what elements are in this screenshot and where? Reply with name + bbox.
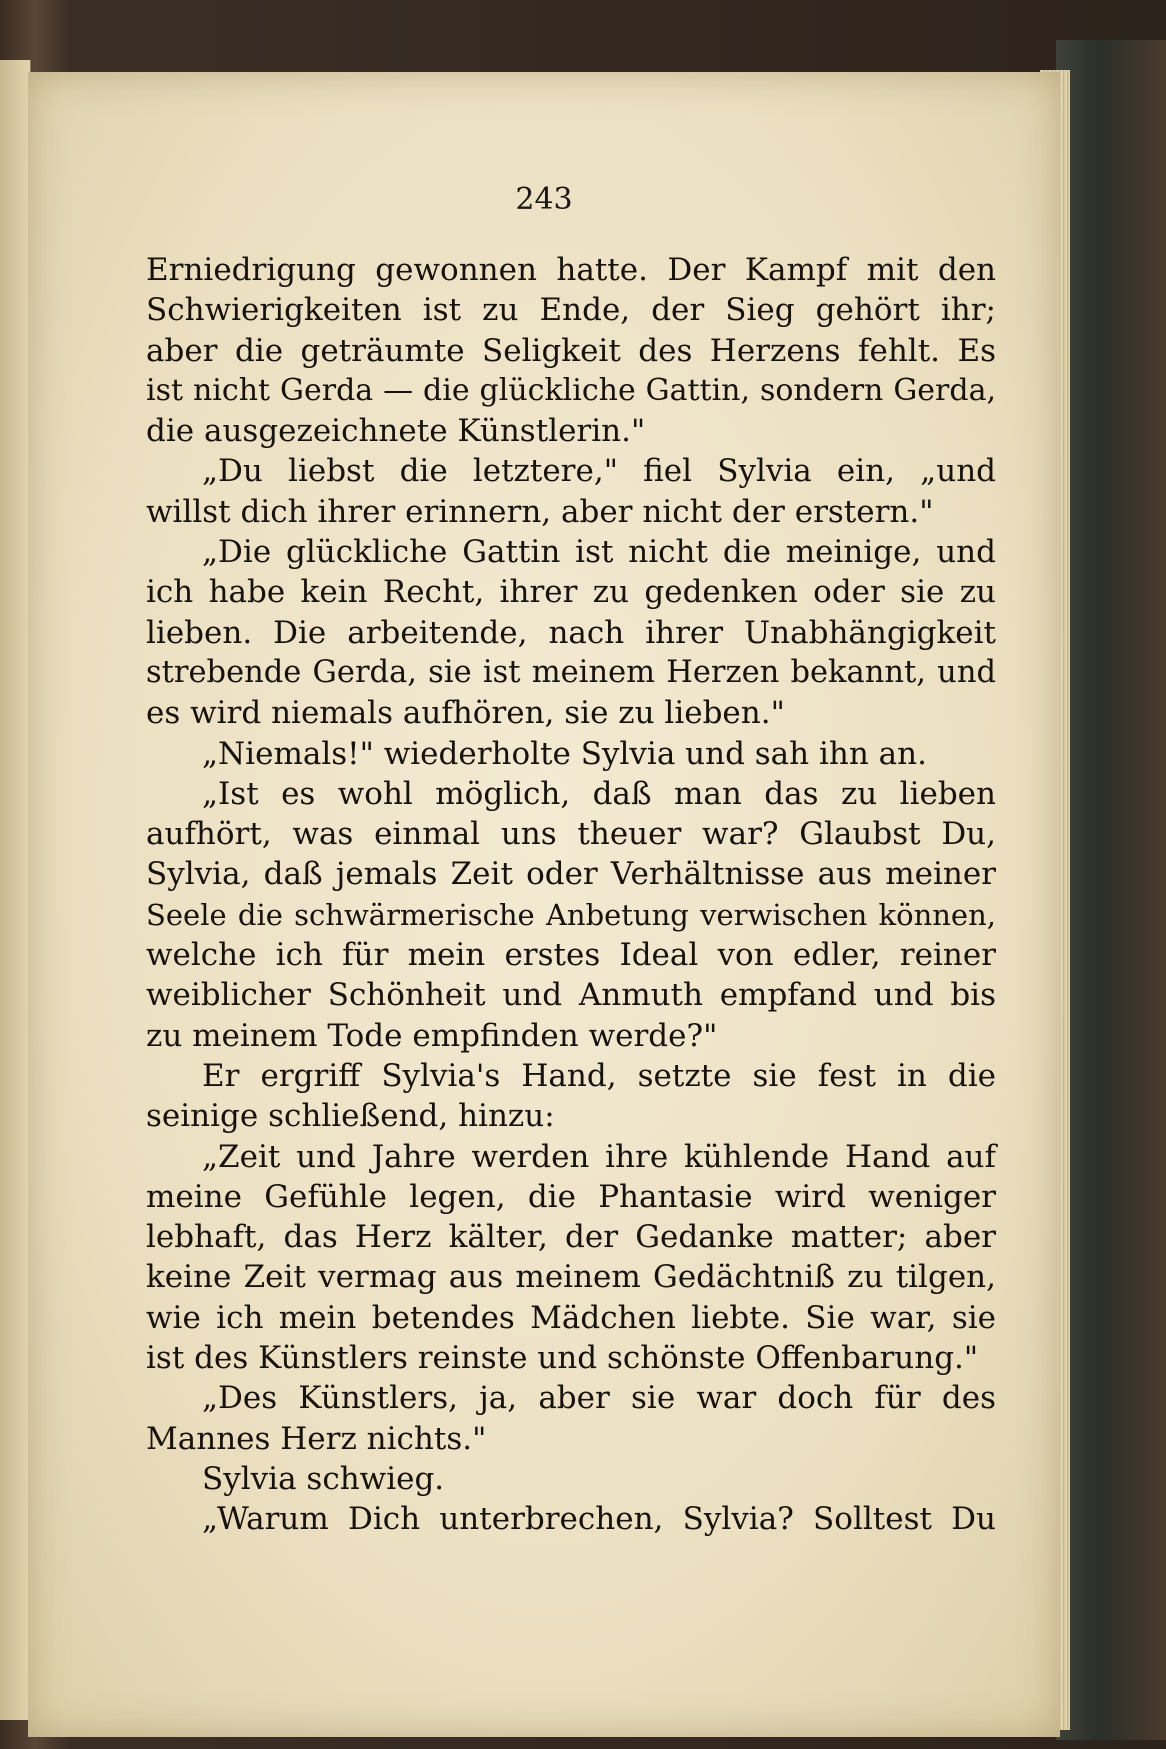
text-line: Sylvia, daß jemals Zeit oder Verhältnisse aus meiner xyxy=(146,856,996,893)
text-line: „Niemals!" wiederholte Sylvia und sah ihn an. xyxy=(202,735,927,772)
text-line: „Ist es wohl möglich, daß man das zu lieben xyxy=(202,775,996,812)
text-line: meine Gefühle legen, die Phantasie wird weniger xyxy=(146,1178,996,1215)
text-line: aber die geträumte Seligkeit des Herzens fehlt. Es xyxy=(146,332,996,369)
text-line: „Zeit und Jahre werden ihre kühlende Hand auf xyxy=(202,1138,996,1175)
text-line: „Die glückliche Gattin ist nicht die meinige, und xyxy=(202,534,996,571)
text-line: lebhaft, das Herz kälter, der Gedanke matter; aber xyxy=(146,1219,996,1256)
text-line: Sylvia schwieg. xyxy=(202,1460,445,1497)
text-line: strebende Gerda, sie ist meinem Herzen bekannt, und xyxy=(146,654,996,690)
text-line: Schwierigkeiten ist zu Ende, der Sieg gehört ihr; xyxy=(146,292,996,329)
text-line: Erniedrigung gewonnen hatte. Der Kampf mit den xyxy=(146,252,996,288)
text-line: keine Zeit vermag aus meinem Gedächtniß zu tilgen, xyxy=(146,1259,996,1296)
page-number: 243 xyxy=(515,182,573,217)
facing-page-edge xyxy=(0,60,31,1720)
text-line: Er ergriff Sylvia's Hand, setzte sie fest in die xyxy=(202,1057,996,1094)
text-line: weiblicher Schönheit und Anmuth empfand und bis xyxy=(146,977,996,1014)
text-line: ist des Künstlers reinste und schönste Offenbarung." xyxy=(146,1340,979,1377)
text-line: „Warum Dich unterbrechen, Sylvia? Solltest Du xyxy=(202,1501,996,1538)
text-line: welche ich für mein erstes Ideal von edler, reiner xyxy=(146,937,996,974)
text-line: wie ich mein betendes Mädchen liebte. Sie war, sie xyxy=(146,1299,996,1336)
text-line: „Du liebst die letztere," fiel Sylvia ein, „und xyxy=(202,453,996,490)
text-line: die ausgezeichnete Künstlerin." xyxy=(146,413,646,450)
text-line: Seele die schwärmerische Anbetung verwischen können, xyxy=(146,897,996,932)
body-text xyxy=(146,250,996,1540)
text-line: seinige schließend, hinzu: xyxy=(146,1098,555,1135)
text-line: „Des Künstlers, ja, aber sie war doch für des xyxy=(202,1380,996,1417)
book-page xyxy=(28,72,1060,1737)
text-line: willst dich ihrer erinnern, aber nicht der erstern." xyxy=(146,493,934,530)
text-line: lieben. Die arbeitende, nach ihrer Unabhängigkeit xyxy=(146,614,996,651)
text-line: zu meinem Tode empfinden werde?" xyxy=(146,1017,718,1054)
text-line: ist nicht Gerda — die glückliche Gattin, sondern Gerda, xyxy=(146,372,996,408)
text-line: aufhört, was einmal uns theuer war? Glaubst Du, xyxy=(146,816,996,853)
book-cover xyxy=(1056,40,1166,1740)
text-line: es wird niemals aufhören, sie zu lieben." xyxy=(146,695,785,732)
text-line: Mannes Herz nichts." xyxy=(146,1420,487,1457)
text-line: ich habe kein Recht, ihrer zu gedenken oder sie zu xyxy=(146,574,996,611)
